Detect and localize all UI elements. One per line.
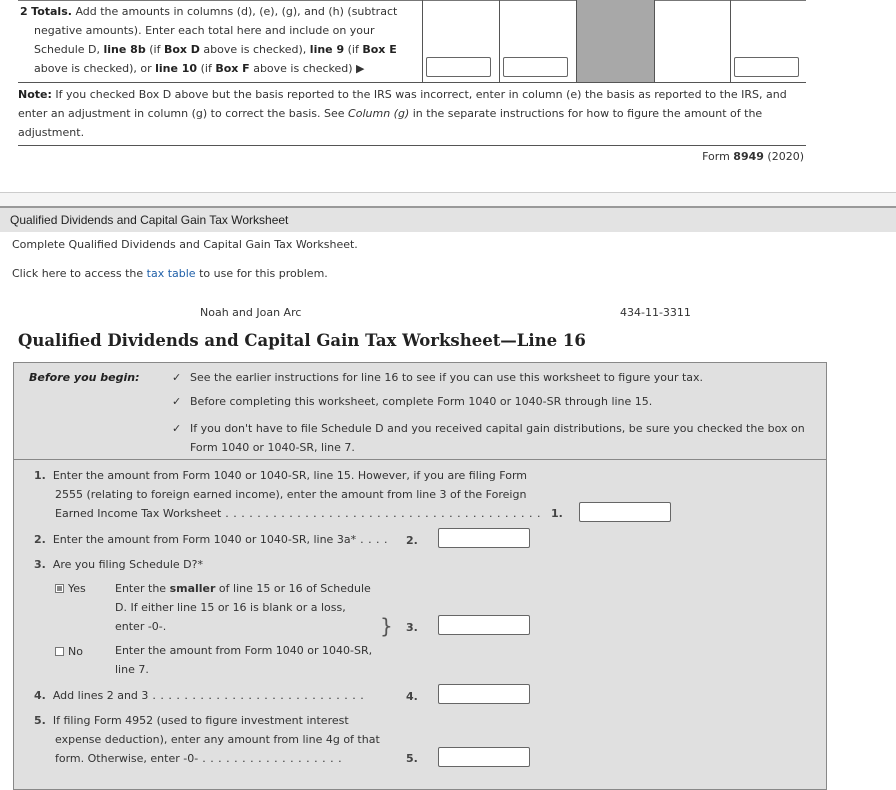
line-1: 1. Enter the amount from Form 1040 or 1040-SR, line 15. However, if you are filing Form 2555 (relating to foreign earned income), enter the amount from line 3 of the Foreign Earned Income Tax Worksheet . . . . . . . . . . . . . . . . . . . . . . . . . . . . . . . . . . . . . . . . [34,469,541,520]
totals-text [20,2,420,78]
line-number: 2 [20,5,28,18]
total-column-h-input[interactable] [734,57,799,77]
totals-line: Add the amounts in columns (d), (e), (g), and (h) (subtract [75,5,398,18]
line-2-label: 2. [406,534,418,547]
worksheet-title: Qualified Dividends and Capital Gain Tax Worksheet—Line 16 [18,331,586,350]
brace-icon: } [380,614,393,638]
worksheet-lines-panel [13,460,827,790]
taxpayer-name: Noah and Joan Arc [200,306,302,319]
line-5: 5. If filing Form 4952 (used to figure investment interest expense deduction), enter any amount from line 4g of that form. Otherwise, enter -0- . . . . . . . . . . . . . . . . . . [34,714,380,765]
line-2-input[interactable] [438,528,530,548]
line-5-label: 5. [406,752,418,765]
before-label: Before you begin: [29,371,140,384]
yes-checkbox[interactable] [55,584,64,593]
line-5-input[interactable] [438,747,530,767]
totals-line: above is checked), or line 10 (if Box F above is checked) ▶ [34,62,365,75]
bullet-3: ✓ If you don't have to file Schedule D and you received capital gain distributions, be sure you checked the box on Form 1040 or 1040-SR, line 7. [172,419,805,457]
line-1-label: 1. [551,507,563,520]
note-text: Note: If you checked Box D above but the basis reported to the IRS was incorrect, enter in column (e) the basis as reported to the IRS, and enter an adjustment in column (g) to correct the basis. See Column (g) in the separate instructions for how to figure the amount of the adjustment. [18,88,787,139]
section-separator [0,192,896,207]
check-icon: ✓ [172,371,182,384]
bullet-1: ✓ See the earlier instructions for line 16 to see if you can use this worksheet to figure your tax. [172,371,704,384]
tax-table-prompt: Click here to access the tax table to use for this problem. [12,267,328,280]
line-3-input[interactable] [438,615,530,635]
form-footer: Form 8949 (2020) [702,150,804,163]
check-icon: ✓ [172,422,182,435]
schedule-d-no-option[interactable]: No [55,645,83,658]
no-checkbox[interactable] [55,647,64,656]
bullet-2: ✓ Before completing this worksheet, complete Form 1040 or 1040-SR through line 15. [172,395,653,408]
schedule-d-yes-option[interactable]: Yes [55,582,86,595]
totals-line: negative amounts). Enter each total here and include on your [34,24,375,37]
no-instructions: Enter the amount from Form 1040 or 1040-SR, line 7. [115,644,373,676]
taxpayer-ssn: 434-11-3311 [620,306,691,319]
line-2: 2. Enter the amount from Form 1040 or 1040-SR, line 3a* . . . . [34,533,389,546]
section-title: Qualified Dividends and Capital Gain Tax Worksheet [10,213,289,227]
line-4-label: 4. [406,690,418,703]
totals-heading: Totals. [31,5,72,18]
check-icon: ✓ [172,395,182,408]
tax-table-link[interactable]: tax table [146,267,196,280]
line-4-input[interactable] [438,684,530,704]
yes-instructions: Enter the smaller of line 15 or 16 of Schedule D. If either line 15 or 16 is blank or a loss, enter -0-. [115,582,371,633]
line-1-input[interactable] [579,502,671,522]
line-3-label: 3. [406,621,418,634]
line-4: 4. Add lines 2 and 3 . . . . . . . . . . . . . . . . . . . . . . . . . . . [34,689,365,702]
before-you-begin-panel [13,362,827,460]
totals-line: Schedule D, line 8b (if Box D above is checked), line 9 (if Box E [34,43,397,56]
total-column-e-input[interactable] [503,57,568,77]
line-3: 3. Are you filing Schedule D?* [34,558,203,571]
shaded-column-f [576,0,654,82]
instruction-text: Complete Qualified Dividends and Capital Gain Tax Worksheet. [12,238,358,251]
total-column-d-input[interactable] [426,57,491,77]
section-header [0,206,896,232]
